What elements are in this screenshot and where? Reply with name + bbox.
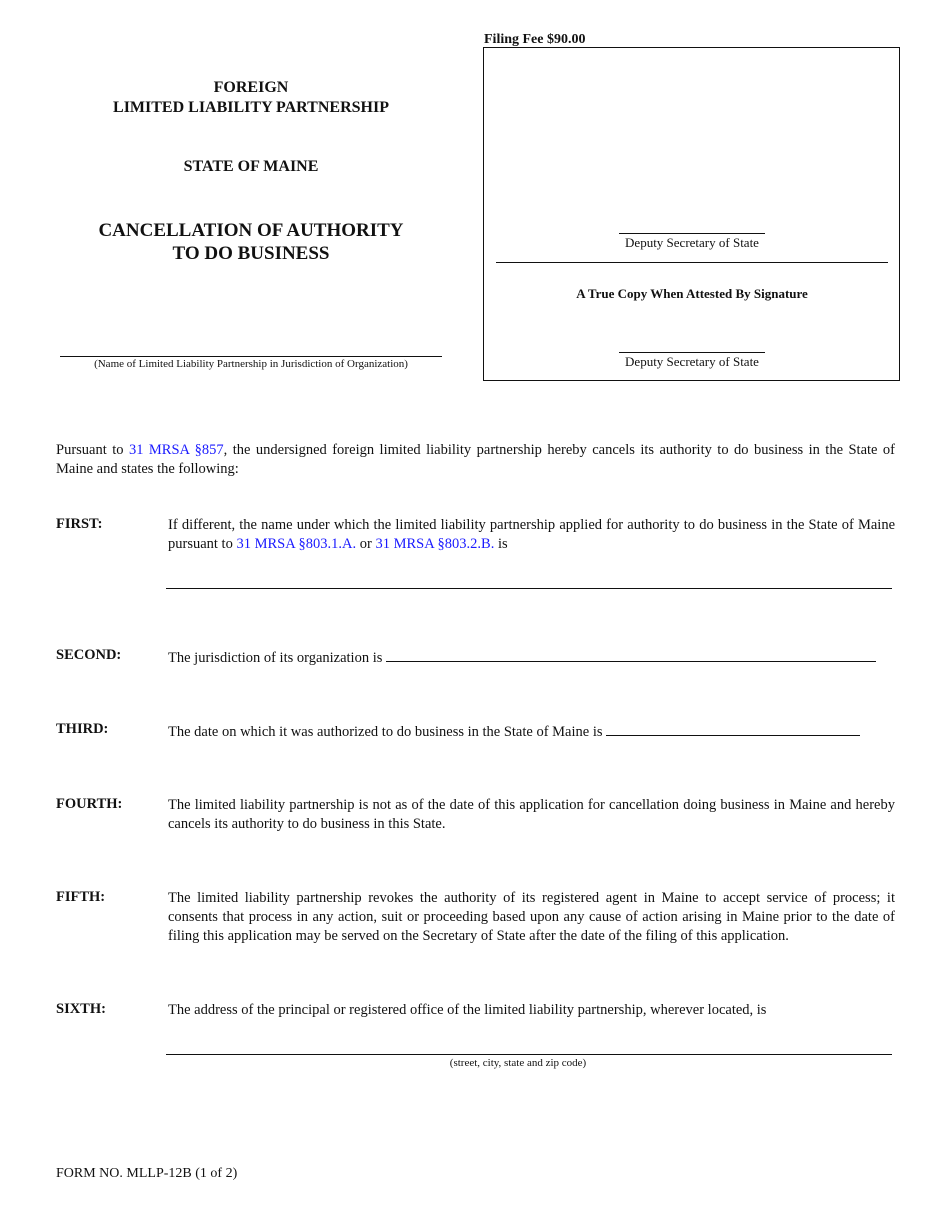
deputy-signature-label-1: Deputy Secretary of State bbox=[625, 235, 759, 250]
article-first-text-c: is bbox=[494, 536, 508, 552]
form-title-line-1: CANCELLATION OF AUTHORITY bbox=[98, 220, 404, 241]
article-sixth-text: The address of the principal or registered office of the limited liability partnership, wherever located, is bbox=[168, 1002, 767, 1018]
article-third-text bbox=[168, 721, 895, 742]
office-address-field[interactable] bbox=[166, 1054, 892, 1055]
article-fifth-text: The limited liability partnership revokes the authority of its registered agent in Maine to accept service of process; it consents that process in any action, suit or proceeding based upon any cause of action arising in Maine prior to the date of filing this application may be served on the Secretary of State after the date of the filing of this application. bbox=[168, 890, 895, 944]
office-address-caption: (street, city, state and zip code) bbox=[449, 1057, 587, 1069]
article-fifth-label: FIFTH: bbox=[56, 889, 106, 905]
article-first-text bbox=[168, 516, 895, 554]
article-second-text bbox=[168, 647, 895, 668]
deputy-signature-label-2: Deputy Secretary of State bbox=[625, 354, 759, 369]
jurisdiction-field[interactable] bbox=[386, 647, 876, 662]
form-title-line-2: TO DO BUSINESS bbox=[172, 243, 330, 264]
deputy-signature-line-2 bbox=[619, 352, 765, 353]
title-line-foreign: FOREIGN bbox=[213, 79, 289, 96]
authorization-date-field[interactable] bbox=[606, 721, 860, 736]
article-first-name-field[interactable] bbox=[166, 588, 892, 589]
true-copy-note: A True Copy When Attested By Signature bbox=[576, 286, 808, 301]
article-third-text-content: The date on which it was authorized to do business in the State of Maine is bbox=[168, 724, 607, 740]
statute-link-803-2-b[interactable]: 31 MRSA §803.2.B. bbox=[375, 536, 495, 552]
title-heading bbox=[60, 78, 442, 118]
intro-paragraph bbox=[56, 441, 895, 479]
intro-suffix: , the undersigned foreign limited liability partnership hereby cancels its authority to do business in the State of Maine and states the following: bbox=[56, 442, 895, 477]
partnership-name-field[interactable] bbox=[60, 356, 442, 357]
filing-office-box bbox=[483, 47, 900, 381]
statute-link-857[interactable]: 31 MRSA §857 bbox=[128, 442, 224, 458]
state-heading: STATE OF MAINE bbox=[183, 158, 319, 175]
filing-fee: Filing Fee $90.00 bbox=[484, 32, 586, 47]
article-first-text-a: If different, the name under which the limited liability partnership applied for authority to do business in the State of Maine pursuant to bbox=[168, 517, 895, 552]
statute-link-803-1-a[interactable]: 31 MRSA §803.1.A. bbox=[236, 536, 357, 552]
title-line-llp: LIMITED LIABILITY PARTNERSHIP bbox=[113, 99, 389, 116]
intro-prefix: Pursuant to bbox=[56, 442, 129, 458]
article-second-text-content: The jurisdiction of its organization is bbox=[168, 650, 387, 666]
article-second-label: SECOND: bbox=[56, 647, 122, 663]
article-first-label: FIRST: bbox=[56, 516, 103, 532]
partnership-name-caption: (Name of Limited Liability Partnership in Jurisdiction of Organization) bbox=[94, 358, 408, 370]
form-title bbox=[60, 219, 442, 265]
form-number: FORM NO. MLLP-12B (1 of 2) bbox=[56, 1166, 238, 1181]
article-fourth-label: FOURTH: bbox=[56, 796, 123, 812]
filing-box-divider bbox=[496, 262, 888, 263]
article-third-label: THIRD: bbox=[56, 721, 109, 737]
article-fourth-text: The limited liability partnership is not as of the date of this application for cancellation doing business in Maine and hereby cancels its authority to do business in this State. bbox=[168, 797, 895, 832]
article-sixth-label: SIXTH: bbox=[56, 1001, 106, 1017]
article-first-text-b: or bbox=[356, 536, 376, 552]
deputy-signature-line-1 bbox=[619, 233, 765, 234]
